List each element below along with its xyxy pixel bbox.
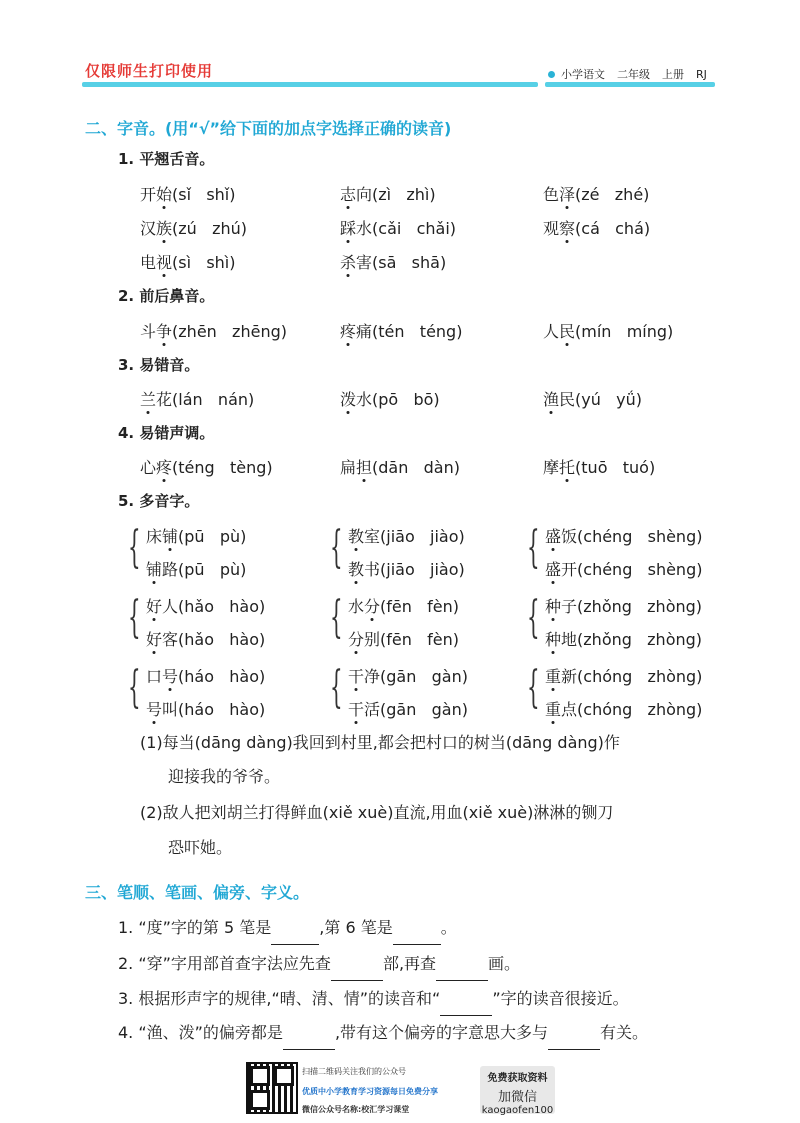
- word-char: 民: [559, 390, 576, 409]
- pinyin-options[interactable]: (chóng zhòng): [577, 667, 703, 686]
- group-label-2: 2. 前后鼻音。: [118, 287, 215, 305]
- brace-icon: {: [330, 592, 343, 643]
- pinyin-options[interactable]: (lán nán): [172, 390, 255, 409]
- word-item: [543, 387, 642, 410]
- q3-part-1: 3. 根据形声字的规律,“晴、清、情”的读音和“: [118, 989, 441, 1008]
- polyphone-item: [545, 664, 702, 687]
- footer-line-3: 微信公众号名称:校汇学习课堂: [302, 1105, 410, 1114]
- polyphone-item: [348, 594, 459, 617]
- word-char: 号: [162, 667, 179, 686]
- word-char: 路: [162, 560, 179, 579]
- word-char: 杀: [340, 253, 357, 272]
- word-char: 渔: [543, 390, 560, 409]
- word-char: 疼: [156, 458, 173, 477]
- brace-icon: {: [128, 592, 141, 643]
- word-char: 净: [364, 667, 381, 686]
- word-char: 铺: [146, 560, 163, 579]
- word-char: 人: [543, 322, 560, 341]
- footer-line-1: 扫描二维码关注我们的公众号: [302, 1067, 406, 1076]
- book-edition: RJ: [696, 67, 707, 81]
- word-char: 心: [140, 458, 157, 477]
- pinyin-options[interactable]: (fēn fèn): [380, 597, 460, 616]
- pinyin-options[interactable]: (tuō tuó): [575, 458, 656, 477]
- word-char: 志: [340, 185, 357, 204]
- polyphone-item: [545, 524, 702, 547]
- polyphone-item: [146, 697, 265, 720]
- bullet-icon: [548, 71, 555, 78]
- word-char: 新: [561, 667, 578, 686]
- word-char: 托: [559, 458, 576, 477]
- q4-part-2: ,带有这个偏旁的字意思大多与: [334, 1023, 549, 1042]
- q2-blank-2[interactable]: [436, 964, 488, 981]
- polyphone-item: [146, 627, 265, 650]
- brace-icon: {: [330, 662, 343, 713]
- pinyin-options[interactable]: (jiāo jiào): [380, 527, 465, 546]
- word-item: [140, 250, 235, 273]
- word-item: [140, 319, 287, 342]
- word-char: 花: [156, 390, 173, 409]
- qr-finder-tr: [274, 1066, 294, 1086]
- q2-part-1: 2. “穿”字用部首查字法应先查: [118, 954, 331, 973]
- word-char: 害: [356, 253, 373, 272]
- wechat-box: [480, 1066, 555, 1114]
- wechat-box-line-3: kaogaofen100: [481, 1105, 554, 1116]
- word-char: 书: [364, 560, 381, 579]
- word-char: 活: [364, 700, 381, 719]
- brace-icon: {: [330, 522, 343, 573]
- section-3-title: 三、笔顺、笔画、偏旁、字义。: [85, 883, 310, 902]
- qr-code: [246, 1062, 298, 1114]
- brace-icon: {: [527, 522, 540, 573]
- pinyin-options[interactable]: (pō bō): [372, 390, 440, 409]
- word-char: 察: [559, 219, 576, 238]
- pinyin-options[interactable]: (chéng shèng): [577, 527, 703, 546]
- word-char: 争: [156, 322, 173, 341]
- wechat-box-line-2: 加微信: [497, 1090, 537, 1105]
- question-3: [118, 982, 629, 1016]
- pinyin-options[interactable]: (chéng shèng): [577, 560, 703, 579]
- pinyin-options[interactable]: (háo hào): [178, 667, 266, 686]
- word-char: 电: [140, 253, 157, 272]
- word-char: 教: [348, 527, 365, 546]
- polyphone-item: [348, 557, 465, 580]
- word-char: 号: [146, 700, 163, 719]
- pinyin-options[interactable]: (háo hào): [178, 700, 266, 719]
- word-char: 好: [146, 597, 163, 616]
- group-label-4: 4. 易错声调。: [118, 424, 215, 442]
- pinyin-options[interactable]: (zé zhé): [575, 185, 650, 204]
- pinyin-options[interactable]: (sǐ shǐ): [172, 185, 236, 204]
- brace-icon: {: [128, 662, 141, 713]
- word-item: [340, 216, 456, 239]
- pinyin-options[interactable]: (cǎi chǎi): [372, 219, 457, 238]
- word-item: [543, 319, 673, 342]
- word-char: 重: [545, 667, 562, 686]
- pinyin-options[interactable]: (zì zhì): [372, 185, 436, 204]
- word-char: 别: [364, 630, 381, 649]
- word-char: 教: [348, 560, 365, 579]
- word-item: [340, 455, 460, 478]
- q3-blank-1[interactable]: [440, 999, 492, 1016]
- polyphone-item: [348, 627, 459, 650]
- pinyin-options[interactable]: (mín míng): [575, 322, 674, 341]
- word-char: 分: [348, 630, 365, 649]
- pinyin-options[interactable]: (zú zhú): [172, 219, 247, 238]
- section-2-title: 二、字音。(用“√”给下面的加点字选择正确的读音): [85, 119, 452, 138]
- pinyin-options[interactable]: (zhǒng zhòng): [577, 630, 703, 649]
- sentence-1-line-1: (1)每当(dāng dàng)我回到村里,都会把村口的树当(dāng dàng)作: [140, 733, 620, 752]
- q1-part-3: 。: [440, 918, 457, 937]
- polyphone-item: [545, 697, 702, 720]
- q4-blank-2[interactable]: [548, 1033, 600, 1050]
- q1-blank-1[interactable]: [271, 928, 319, 945]
- question-1: [118, 911, 457, 945]
- q1-part-2: ,第 6 笔是: [319, 918, 393, 937]
- pinyin-options[interactable]: (jiāo jiào): [380, 560, 465, 579]
- header-rule-right: [545, 82, 715, 87]
- pinyin-options[interactable]: (dān dàn): [372, 458, 460, 477]
- word-char: 种: [545, 597, 562, 616]
- pinyin-options[interactable]: (hǎo hào): [178, 597, 266, 616]
- pinyin-options[interactable]: (fēn fèn): [380, 630, 460, 649]
- book-volume: 上册: [662, 68, 684, 81]
- header-rule-left: [82, 82, 538, 87]
- word-char: 泼: [340, 390, 357, 409]
- sentence-2-line-1: (2)敌人把刘胡兰打得鲜血(xiě xuè)直流,用血(xiě xuè)淋淋的铡刀: [140, 803, 614, 822]
- word-char: 观: [543, 219, 560, 238]
- word-char: 开: [561, 560, 578, 579]
- word-char: 种: [545, 630, 562, 649]
- q3-part-2: ”字的读音很接近。: [492, 989, 629, 1008]
- book-grade: 二年级: [617, 68, 650, 81]
- pinyin-options[interactable]: (zhǒng zhòng): [577, 597, 703, 616]
- word-item: [543, 455, 655, 478]
- qr-finder-tl: [250, 1066, 270, 1086]
- word-char: 好: [146, 630, 163, 649]
- polyphone-item: [146, 524, 246, 547]
- word-char: 兰: [140, 390, 157, 409]
- wechat-box-line-1: 免费获取资料: [487, 1073, 548, 1084]
- word-char: 担: [356, 458, 373, 477]
- pinyin-options[interactable]: (yú yǘ): [575, 390, 642, 409]
- group-label-5: 5. 多音字。: [118, 492, 200, 510]
- sentence-2-line-2: 恐吓她。: [168, 838, 233, 857]
- polyphone-item: [146, 557, 246, 580]
- word-char: 疼: [340, 322, 357, 341]
- pinyin-options[interactable]: (pū pù): [178, 527, 247, 546]
- word-char: 斗: [140, 322, 157, 341]
- book-subject: 小学语文: [561, 68, 605, 81]
- word-char: 泽: [559, 185, 576, 204]
- pinyin-options[interactable]: (zhēn zhēng): [172, 322, 287, 341]
- word-char: 口: [146, 667, 163, 686]
- word-char: 踩: [340, 219, 357, 238]
- word-item: [140, 387, 254, 410]
- word-char: 始: [156, 185, 173, 204]
- word-char: 色: [543, 185, 560, 204]
- word-char: 盛: [545, 527, 562, 546]
- word-char: 干: [348, 667, 365, 686]
- pinyin-options[interactable]: (chóng zhòng): [577, 700, 703, 719]
- word-char: 人: [162, 597, 179, 616]
- pinyin-options[interactable]: (sì shì): [172, 253, 236, 272]
- word-char: 干: [348, 700, 365, 719]
- footer-line-2: 优质中小学教育学习资源每日免费分享: [302, 1087, 438, 1096]
- word-char: 水: [348, 597, 365, 616]
- pinyin-options[interactable]: (cá chá): [575, 219, 651, 238]
- q2-part-2: 部,再查: [382, 954, 437, 973]
- brace-icon: {: [527, 592, 540, 643]
- group-label-1: 1. 平翘舌音。: [118, 150, 215, 168]
- q4-blank-1[interactable]: [283, 1033, 335, 1050]
- polyphone-item: [545, 557, 702, 580]
- pinyin-options[interactable]: (sā shā): [372, 253, 447, 272]
- word-item: [543, 182, 649, 205]
- word-char: 摩: [543, 458, 560, 477]
- word-char: 子: [561, 597, 578, 616]
- qr-finder-bl: [250, 1090, 270, 1110]
- pinyin-options[interactable]: (pū pù): [178, 560, 247, 579]
- q1-part-1: 1. “度”字的第 5 笔是: [118, 918, 272, 937]
- question-4: [118, 1016, 648, 1050]
- word-char: 铺: [162, 527, 179, 546]
- polyphone-item: [545, 594, 702, 617]
- pinyin-options[interactable]: (tén téng): [372, 322, 463, 341]
- word-item: [340, 387, 440, 410]
- word-item: [340, 182, 436, 205]
- q4-part-1: 4. “渔、泼”的偏旁都是: [118, 1023, 283, 1042]
- q4-part-3: 有关。: [600, 1023, 649, 1042]
- word-item: [140, 182, 235, 205]
- group-label-3: 3. 易错音。: [118, 356, 200, 374]
- word-char: 客: [162, 630, 179, 649]
- polyphone-item: [146, 594, 265, 617]
- word-char: 痛: [356, 322, 373, 341]
- word-item: [340, 319, 462, 342]
- polyphone-item: [545, 627, 702, 650]
- polyphone-item: [348, 697, 468, 720]
- brace-icon: {: [128, 522, 141, 573]
- word-char: 向: [356, 185, 373, 204]
- q1-blank-2[interactable]: [393, 928, 441, 945]
- word-char: 水: [356, 390, 373, 409]
- word-char: 视: [156, 253, 173, 272]
- word-char: 开: [140, 185, 157, 204]
- word-char: 饭: [561, 527, 578, 546]
- word-char: 扁: [340, 458, 357, 477]
- word-char: 民: [559, 322, 576, 341]
- polyphone-item: [348, 524, 465, 547]
- word-char: 点: [561, 700, 578, 719]
- word-char: 族: [156, 219, 173, 238]
- polyphone-item: [146, 664, 265, 687]
- pinyin-options[interactable]: (gān gàn): [380, 700, 468, 719]
- print-notice: 仅限师生打印使用: [85, 62, 214, 80]
- word-item: [140, 216, 247, 239]
- pinyin-options[interactable]: (hǎo hào): [178, 630, 266, 649]
- word-char: 分: [364, 597, 381, 616]
- word-char: 盛: [545, 560, 562, 579]
- word-item: [340, 250, 446, 273]
- word-char: 床: [146, 527, 163, 546]
- word-char: 室: [364, 527, 381, 546]
- polyphone-item: [348, 664, 468, 687]
- q2-blank-1[interactable]: [331, 964, 383, 981]
- book-info: [548, 66, 707, 82]
- word-char: 汉: [140, 219, 157, 238]
- word-item: [140, 455, 273, 478]
- word-char: 叫: [162, 700, 179, 719]
- word-char: 水: [356, 219, 373, 238]
- pinyin-options[interactable]: (gān gàn): [380, 667, 468, 686]
- question-2: [118, 947, 520, 981]
- word-item: [543, 216, 650, 239]
- word-char: 重: [545, 700, 562, 719]
- sentence-1-line-2: 迎接我的爷爷。: [168, 767, 281, 786]
- word-char: 地: [561, 630, 578, 649]
- q2-part-3: 画。: [488, 954, 521, 973]
- pinyin-options[interactable]: (téng tèng): [172, 458, 273, 477]
- brace-icon: {: [527, 662, 540, 713]
